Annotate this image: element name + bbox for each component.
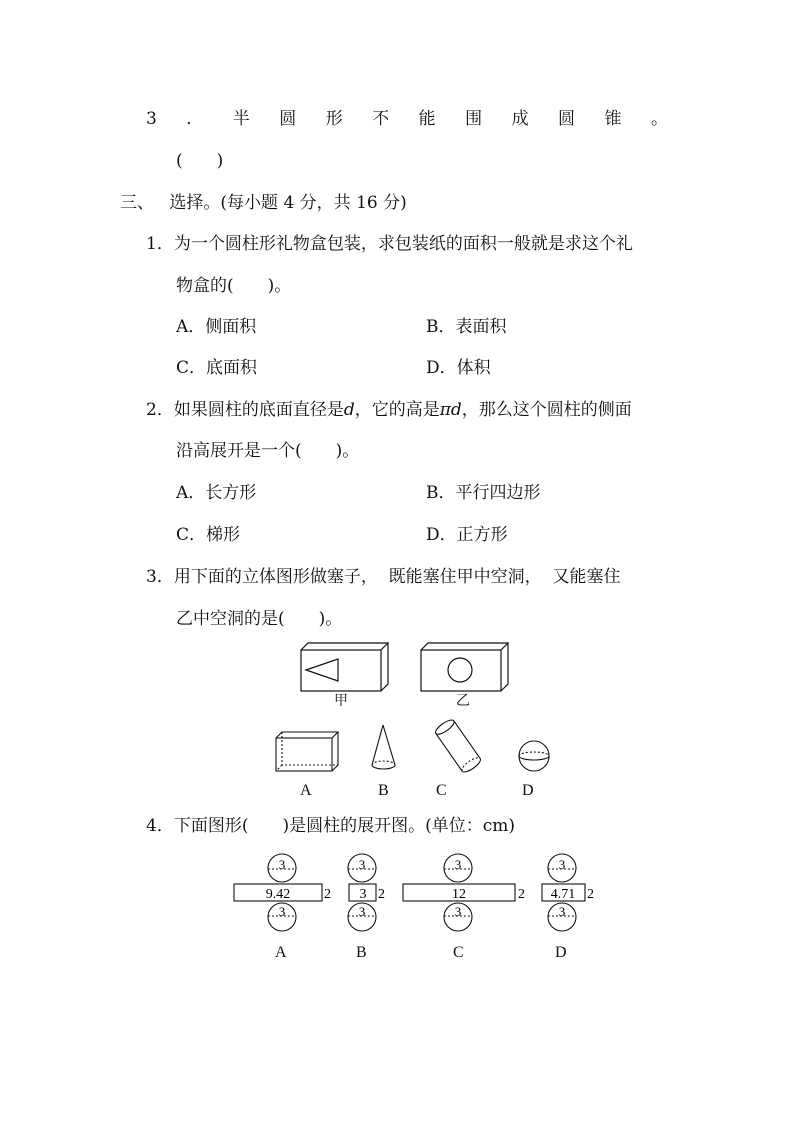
net-width: 2 (587, 887, 594, 902)
net-length: 12 (452, 887, 466, 902)
net-length: 3 (359, 887, 367, 902)
section-number: 三、 (120, 193, 154, 213)
cylinder-net-a (226, 852, 338, 932)
question-1 (146, 233, 633, 255)
net-diameter: 3 (558, 904, 566, 919)
option-d: D．正方形 (426, 525, 508, 545)
cuboid-icon (272, 728, 342, 776)
cylinder-net-d (534, 852, 600, 932)
solid-label-c: C (436, 782, 447, 799)
question-2-line2: 沿高展开是一个( )。 (176, 441, 360, 461)
net-diameter: 3 (278, 857, 286, 872)
net-label-a: A (275, 944, 287, 961)
box-jia-label: 甲 (334, 694, 348, 709)
question-1-line2: 物盒的( )。 (176, 276, 292, 296)
net-label-d: D (555, 944, 567, 961)
net-width: 2 (518, 887, 525, 902)
question-number: 4． (146, 816, 174, 836)
question-4 (146, 815, 515, 837)
solid-label-a: A (300, 782, 312, 799)
option-b: B．平行四边形 (426, 483, 541, 503)
sphere-icon (514, 738, 554, 774)
question-3 (146, 566, 620, 588)
question-number: 3． (146, 567, 174, 587)
net-width: 2 (324, 887, 331, 902)
option-c: C．底面积 (176, 358, 258, 378)
solid-label-d: D (522, 782, 534, 799)
question-number: 1． (146, 234, 174, 254)
tf-item-number: 3 (146, 109, 157, 129)
net-length: 9.42 (265, 887, 291, 902)
section-heading (120, 192, 407, 214)
tf-answer-blank: ( ) (176, 151, 224, 171)
net-diameter: 3 (558, 857, 566, 872)
net-diameter: 3 (454, 857, 462, 872)
question-number: 2． (146, 400, 174, 420)
option-a: A．侧面积 (176, 317, 257, 337)
cylinder-net-c (398, 852, 532, 932)
option-a: A．长方形 (176, 483, 257, 503)
net-length: 4.71 (550, 887, 576, 902)
question-text: 为一个圆柱形礼物盒包装，求包装纸的面积一般就是求这个礼 (173, 234, 633, 254)
variable-pi-d: πd (439, 400, 462, 420)
option-b: B．表面积 (426, 317, 507, 337)
net-width: 2 (378, 887, 385, 902)
tf-item-3: 3 ． 半 圆 形 不 能 围 成 圆 锥 。 (146, 109, 668, 129)
net-diameter: 3 (358, 857, 366, 872)
net-label-b: B (356, 944, 367, 961)
option-c: C．梯形 (176, 525, 241, 545)
option-d: D．体积 (426, 358, 491, 378)
cone-icon (366, 722, 402, 774)
net-diameter: 3 (278, 904, 286, 919)
cylinder-icon (430, 714, 486, 778)
question-2: 2．如果圆柱的底面直径是d，它的高是πd，那么这个圆柱的侧面 (146, 400, 632, 420)
question-text: 下面图形( )是圆柱的展开图。(单位：cm) (173, 816, 515, 836)
cylinder-net-b (336, 852, 396, 932)
question-text: 用下面的立体图形做塞子， 既能塞住甲中空洞， 又能塞住 (173, 567, 621, 587)
section-title: 选择。(每小题 4 分，共 16 分) (169, 193, 407, 213)
variable-d: d (343, 400, 355, 420)
box-yi-label: 乙 (456, 694, 470, 709)
net-diameter: 3 (454, 904, 462, 919)
net-diameter: 3 (358, 904, 366, 919)
solid-label-b: B (378, 782, 389, 799)
question-3-line2: 乙中空洞的是( )。 (176, 609, 343, 629)
net-label-c: C (453, 944, 464, 961)
